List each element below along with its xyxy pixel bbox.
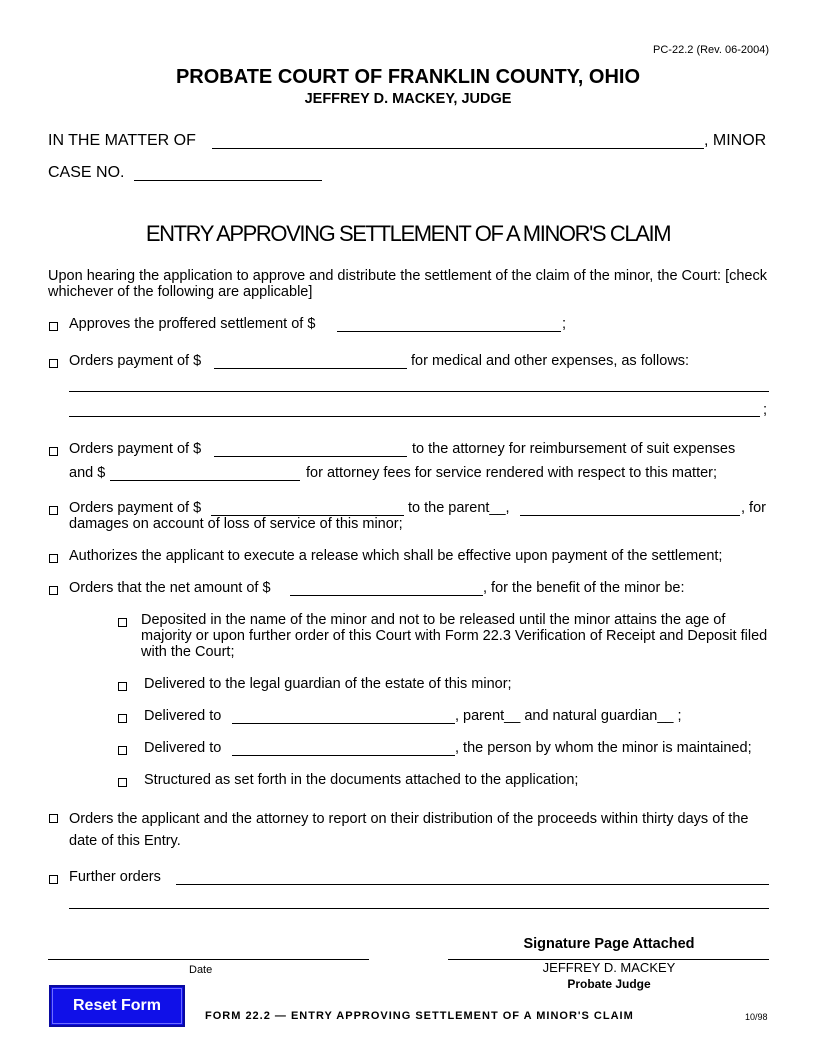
- attorney-expenses-field[interactable]: [214, 456, 407, 457]
- date-line[interactable]: [48, 959, 369, 960]
- guardian-checkbox[interactable]: [118, 682, 127, 691]
- medical-pre: Orders payment of $: [69, 353, 202, 369]
- form-code: PC-22.2 (Rev. 06-2004): [653, 44, 769, 56]
- medical-end: ;: [763, 402, 768, 418]
- case-no-label: CASE NO.: [48, 164, 125, 181]
- intro-text: Upon hearing the application to approve and distribute the settlement of the claim of the minor, the Court: [check whichever of the following are applicable]: [48, 268, 767, 300]
- attorney-post: to the attorney for reimbursement of suit expenses: [412, 441, 736, 457]
- guardian-text: Delivered to the legal guardian of the estate of this minor;: [144, 676, 512, 692]
- judge-title: Probate Judge: [567, 977, 651, 991]
- parent-checkbox[interactable]: [49, 506, 58, 515]
- parent-name-field[interactable]: [520, 515, 740, 516]
- further-orders-line-2[interactable]: [69, 908, 769, 909]
- approves-checkbox[interactable]: [49, 322, 58, 331]
- case-no-field[interactable]: [134, 180, 322, 181]
- signature-attached: Signature Page Attached: [523, 936, 695, 952]
- net-checkbox[interactable]: [49, 586, 58, 595]
- minor-name-field[interactable]: [212, 148, 704, 149]
- delivered-parent-pre: Delivered to: [144, 708, 222, 724]
- structured-text: Structured as set forth in the documents attached to the application;: [144, 772, 579, 788]
- reset-form-button[interactable]: Reset Form: [49, 985, 185, 1027]
- medical-amount-field[interactable]: [214, 368, 407, 369]
- attorney-post2: for attorney fees for service rendered with respect to this matter;: [306, 465, 718, 481]
- footer-code: 10/98: [745, 1012, 768, 1022]
- further-text: Further orders: [69, 869, 161, 885]
- medical-detail-line-2[interactable]: [69, 416, 760, 417]
- court-title: PROBATE COURT OF FRANKLIN COUNTY, OHIO: [175, 66, 641, 88]
- deposited-text: Deposited in the name of the minor and not to be released until the minor attains the age of majority or upon further order of this Court with Form 22.3 Verification of Receipt and Deposit filed with the Court;: [141, 612, 768, 660]
- release-checkbox[interactable]: [49, 554, 58, 563]
- net-pre: Orders that the net amount of $: [69, 580, 271, 596]
- deposited-checkbox[interactable]: [118, 618, 127, 627]
- attorney-checkbox[interactable]: [49, 447, 58, 456]
- delivered-parent-checkbox[interactable]: [118, 714, 127, 723]
- date-label: Date: [189, 964, 213, 976]
- medical-detail-line-1[interactable]: [69, 391, 769, 392]
- attorney-pre2: and $: [69, 465, 106, 481]
- judge-name: JEFFREY D. MACKEY: [542, 960, 676, 975]
- delivered-person-pre: Delivered to: [144, 740, 222, 756]
- report-text: Orders the applicant and the attorney to report on their distribution of the proceeds within thirty days of the date of this Entry.: [69, 811, 749, 849]
- net-post: , for the benefit of the minor be:: [483, 580, 685, 596]
- delivered-parent-field[interactable]: [232, 723, 455, 724]
- report-checkbox[interactable]: [49, 814, 58, 823]
- judge-line: JEFFREY D. MACKEY, JUDGE: [304, 91, 512, 107]
- net-amount-field[interactable]: [290, 595, 483, 596]
- structured-checkbox[interactable]: [118, 778, 127, 787]
- delivered-person-checkbox[interactable]: [118, 746, 127, 755]
- approves-end: ;: [562, 316, 567, 332]
- attorney-pre: Orders payment of $: [69, 441, 202, 457]
- further-orders-field[interactable]: [176, 884, 769, 885]
- release-text: Authorizes the applicant to execute a release which shall be effective upon payment of the settlement;: [69, 548, 723, 564]
- parent-line2: damages on account of loss of service of this minor;: [69, 516, 403, 532]
- delivered-person-field[interactable]: [232, 755, 455, 756]
- approves-amount-field[interactable]: [337, 331, 561, 332]
- delivered-person-post: , the person by whom the minor is maintained;: [455, 740, 752, 756]
- parent-post: , for: [741, 500, 766, 516]
- delivered-parent-post: , parent__ and natural guardian__ ;: [455, 708, 682, 724]
- approves-text: Approves the proffered settlement of $: [69, 316, 316, 332]
- further-checkbox[interactable]: [49, 875, 58, 884]
- parent-pre: Orders payment of $: [69, 500, 202, 516]
- attorney-fees-field[interactable]: [110, 480, 300, 481]
- footer-form-name: FORM 22.2 — ENTRY APPROVING SETTLEMENT OF A MINOR'S CLAIM: [205, 1010, 634, 1022]
- medical-post: for medical and other expenses, as follows:: [411, 353, 690, 369]
- medical-checkbox[interactable]: [49, 359, 58, 368]
- matter-suffix: , MINOR: [704, 132, 767, 149]
- entry-title: ENTRY APPROVING SETTLEMENT OF A MINOR'S CLAIM: [145, 221, 671, 246]
- matter-label: IN THE MATTER OF: [48, 132, 196, 149]
- parent-mid: to the parent__,: [408, 500, 510, 516]
